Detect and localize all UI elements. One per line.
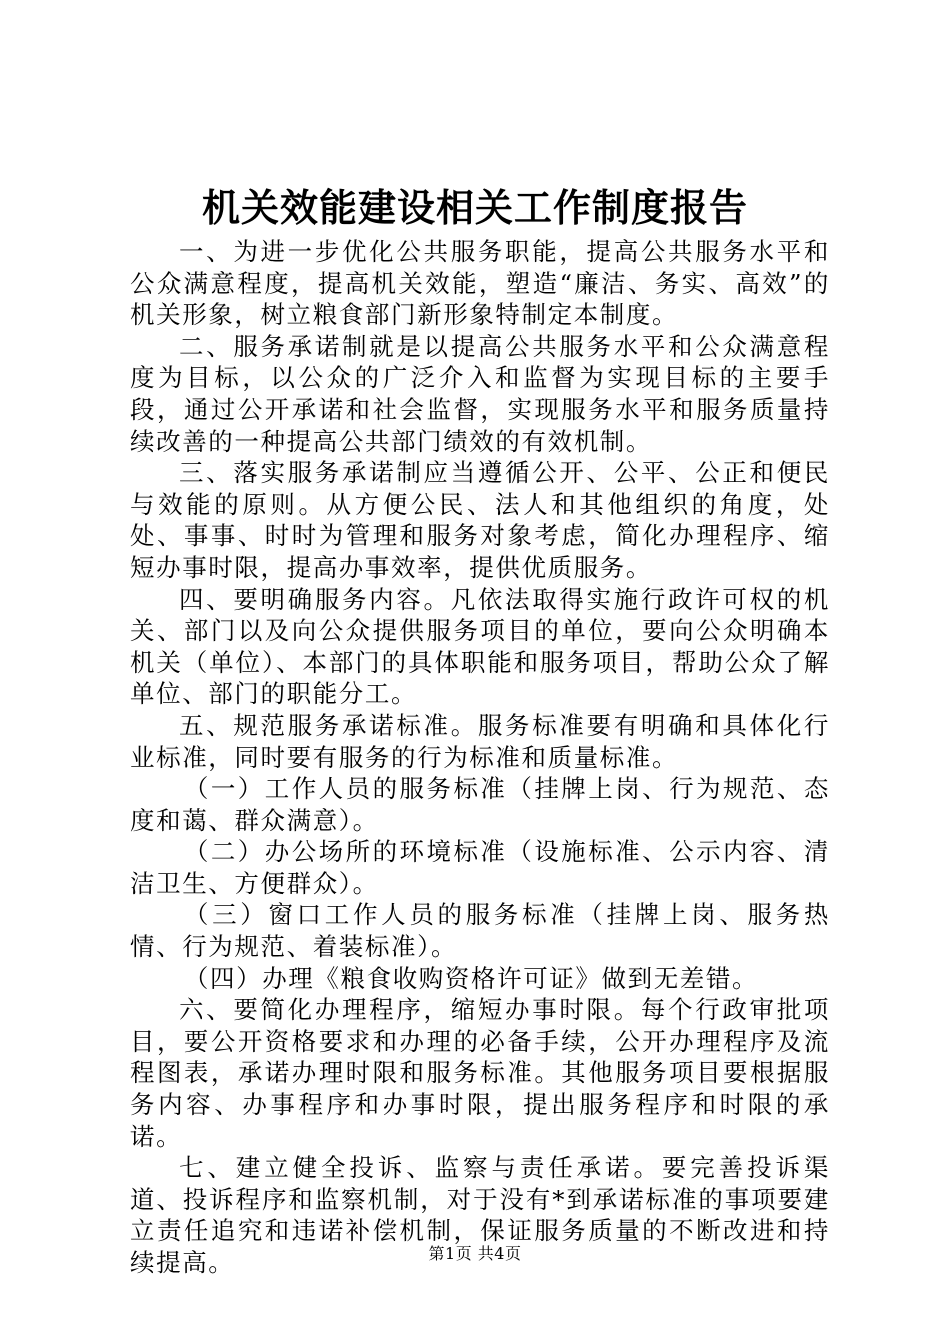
paragraph-5: 五、规范服务承诺标准。服务标准要有明确和具体化行业标准，同时要有服务的行为标准和质量标准。 [130,710,830,772]
sub-item-3: （三）窗口工作人员的服务标准（挂牌上岗、服务热情、行为规范、着装标准）。 [130,900,830,962]
document-title: 机关效能建设相关工作制度报告 [201,186,748,230]
sub-item-2: （二）办公场所的环境标准（设施标准、公示内容、清洁卫生、方便群众）。 [130,837,830,898]
paragraph-3: 三、落实服务承诺制应当遵循公开、公平、公正和便民与效能的原则。从方便公民、法人和其他组织的角度，处处、事事、时时为管理和服务对象考虑，简化办理程序、缩短办事时限，提高办事效率，提供优质服务。 [130,458,830,582]
paragraph-4: 四、要明确服务内容。凡依法取得实施行政许可权的机关、部门以及向公众提供服务项目的单位，要向公众明确本机关（单位）、本部门的具体职能和服务项目，帮助公众了解单位、部门的职能分工。 [130,584,830,709]
paragraph-1: 一、为进一步优化公共服务职能，提高公共服务水平和公众满意程度，提高机关效能，塑造“廉洁、务实、高效”的机关形象，树立粮食部门新形象特制定本制度。 [130,237,830,330]
sub-item-4: （四）办理《粮食收购资格许可证》做到无差错。 [183,963,759,993]
page-footer: 第1页 共4页 [428,1244,522,1263]
sub-item-1: （一）工作人员的服务标准（挂牌上岗、行为规范、态度和蔼、群众满意）。 [130,774,830,835]
paragraph-6: 六、要简化办理程序，缩短办事时限。每个行政审批项目，要公开资格要求和办理的必备手续，公开办理程序及流程图表，承诺办理时限和服务标准。其他服务项目要根据服务内容、办事程序和办事时限，提出服务程序和时限的承诺。 [130,995,830,1151]
document-body [130,236,830,1279]
paragraph-7: 七、建立健全投诉、监察与责任承诺。要完善投诉渠道、投诉程序和监察机制，对于没有*到承诺标准的事项要建立责任追究和违诺补偿机制，保证服务质量的不断改进和持续提高。 [130,1153,830,1277]
paragraph-2: 二、服务承诺制就是以提高公共服务水平和公众满意程度为目标，以公众的广泛介入和监督为实现目标的主要手段，通过公开承诺和社会监督，实现服务水平和服务质量持续改善的一种提高公共部门绩效的有效机制。 [130,331,830,456]
